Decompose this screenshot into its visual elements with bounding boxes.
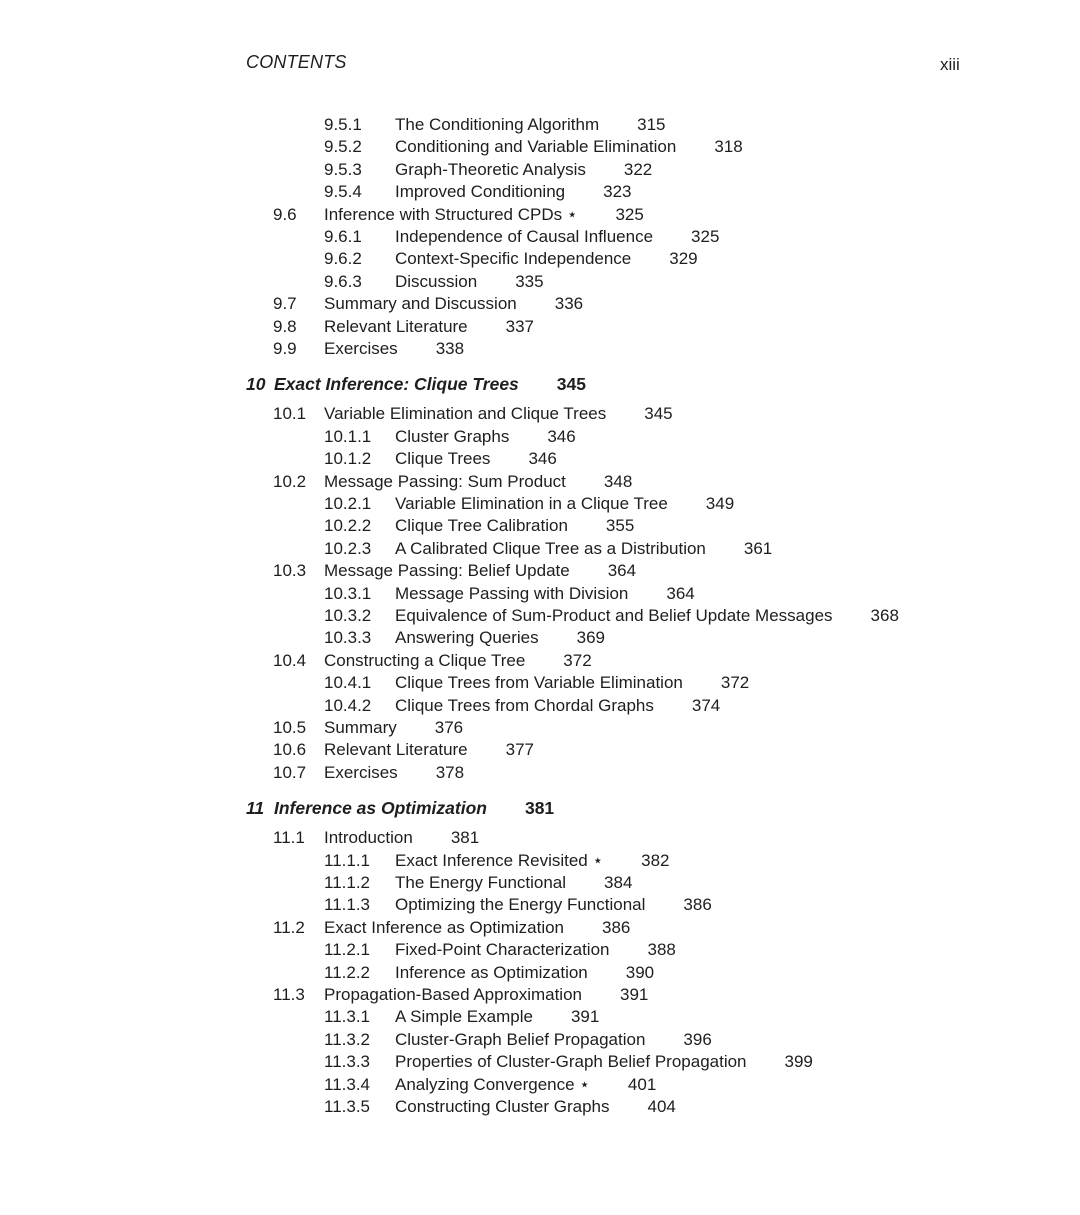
- entry-page-number: 338: [435, 339, 465, 358]
- entry-number: 11.3.2: [324, 1029, 371, 1049]
- entry-page-number: 346: [547, 426, 576, 446]
- entry-title: Relevant Literature: [324, 316, 468, 336]
- entry-title: Clique Tree Calibration: [395, 516, 568, 536]
- entry-title: A Simple Example: [395, 1007, 533, 1027]
- entry-number: 9.8: [273, 316, 297, 336]
- entry-page-number: 336: [554, 294, 584, 314]
- entry-number: 9.9: [273, 339, 297, 358]
- entry-title: Cluster-Graph Belief Propagation: [395, 1029, 646, 1049]
- entry-title: Context-Specific Independence: [395, 249, 632, 269]
- entry-number: 9.6: [273, 204, 297, 224]
- entry-page-number: 315: [637, 115, 666, 134]
- entry-title: Summary: [324, 718, 397, 737]
- entry-page-number: 388: [647, 940, 676, 960]
- entry-page-number: 401: [627, 1074, 657, 1094]
- entry-page-number: 322: [623, 159, 653, 179]
- entry-title: Properties of Cluster-Graph Belief Propagation: [395, 1052, 747, 1072]
- entry-number: 9.5.3: [324, 159, 362, 179]
- entry-number: 10.3.1: [324, 583, 372, 603]
- entry-number: 10.3.2: [324, 606, 372, 625]
- entry-title: Clique Trees from Variable Elimination: [395, 673, 683, 693]
- entry-page-number: 391: [570, 1007, 600, 1027]
- entry-number: 11.3.1: [324, 1007, 371, 1027]
- entry-title: Constructing Cluster Graphs: [395, 1097, 610, 1116]
- entry-page-number: 384: [604, 873, 633, 892]
- entry-number: 11.3.3: [324, 1052, 371, 1072]
- entry-page-number: 348: [603, 471, 633, 491]
- entry-number: 9.5.4: [324, 182, 362, 202]
- entry-title: Message Passing: Sum Product: [324, 471, 566, 491]
- page-number: xiii: [940, 55, 960, 74]
- entry-title: Fixed-Point Characterization: [395, 940, 610, 960]
- entry-page-number: 377: [505, 740, 535, 760]
- entry-page-number: 381: [524, 798, 555, 819]
- entry-page-number: 390: [625, 962, 655, 982]
- entry-page-number: 386: [683, 895, 712, 915]
- entry-page-number: 382: [641, 850, 670, 870]
- entry-page-number: 345: [556, 374, 586, 395]
- entry-number: 10.4.1: [324, 673, 372, 693]
- entry-page-number: 349: [705, 494, 735, 513]
- entry-page-number: 318: [714, 137, 743, 157]
- entry-number: 11.2.2: [324, 962, 371, 982]
- entry-title: Exact Inference as Optimization: [324, 917, 565, 937]
- entry-page-number: 396: [683, 1029, 712, 1049]
- entry-page-number: 372: [720, 673, 750, 693]
- running-header-title: CONTENTS: [246, 52, 347, 72]
- entry-title: Inference as Optimization: [274, 798, 487, 819]
- entry-title: Inference as Optimization: [395, 962, 588, 982]
- entry-number: 9.5.1: [324, 115, 362, 134]
- entry-page-number: 337: [505, 316, 535, 336]
- entry-page-number: 391: [620, 985, 649, 1004]
- entry-number: 10.3.3: [324, 628, 372, 648]
- entry-page-number: 361: [743, 538, 773, 558]
- entry-title: Conditioning and Variable Elimination: [395, 137, 677, 157]
- entry-title: Cluster Graphs: [395, 426, 510, 446]
- entry-title: Inference with Structured CPDs ⋆: [324, 204, 578, 224]
- entry-title: Analyzing Convergence ⋆: [395, 1074, 590, 1094]
- entry-title: Exact Inference Revisited ⋆: [395, 850, 604, 870]
- entry-page-number: 374: [691, 695, 721, 715]
- entry-number: 10.7: [273, 762, 307, 782]
- entry-number: 10.4: [273, 650, 307, 670]
- entry-page-number: 323: [603, 182, 632, 202]
- entry-page-number: 329: [669, 249, 698, 269]
- entry-title: Independence of Causal Influence: [395, 227, 654, 246]
- entry-title: Variable Elimination and Clique Trees: [324, 404, 607, 424]
- entry-page-number: 335: [515, 271, 544, 291]
- entry-number: 10.5: [273, 718, 307, 737]
- entry-title: Clique Trees from Chordal Graphs: [395, 695, 654, 715]
- entry-page-number: 378: [435, 762, 465, 782]
- entry-title: Message Passing with Division: [395, 583, 629, 603]
- entry-number: 11.3.5: [324, 1097, 371, 1116]
- entry-title: Clique Trees: [395, 449, 491, 469]
- entry-number: 9.6.2: [324, 249, 362, 269]
- entry-number: 10.3: [273, 561, 307, 581]
- entry-number: 10.2.2: [324, 516, 372, 536]
- entry-number: 10.4.2: [324, 695, 372, 715]
- entry-title: The Conditioning Algorithm: [395, 115, 600, 134]
- entry-number: 9.6.3: [324, 271, 362, 291]
- entry-page-number: 345: [644, 404, 673, 424]
- entry-title: Improved Conditioning: [395, 182, 566, 202]
- entry-title: Summary and Discussion: [324, 294, 517, 314]
- entry-number: 9.6.1: [324, 227, 362, 246]
- entry-page-number: 399: [784, 1052, 813, 1072]
- entry-number: 11: [246, 798, 265, 819]
- entry-number: 11.3.4: [324, 1074, 371, 1094]
- entry-number: 11.2: [273, 917, 305, 937]
- entry-number: 10.1.2: [324, 449, 372, 469]
- entry-title: Introduction: [324, 828, 413, 848]
- entry-page-number: 346: [528, 449, 557, 469]
- entry-number: 11.2.1: [324, 940, 371, 960]
- entry-title: Optimizing the Energy Functional: [395, 895, 646, 915]
- entry-page-number: 364: [607, 561, 637, 581]
- entry-number: 10.6: [273, 740, 307, 760]
- entry-page-number: 386: [602, 917, 631, 937]
- entry-page-number: 355: [605, 516, 635, 536]
- entry-page-number: 381: [450, 828, 480, 848]
- entry-title: Exercises: [324, 339, 398, 358]
- entry-title: Relevant Literature: [324, 740, 468, 760]
- entry-title: Message Passing: Belief Update: [324, 561, 570, 581]
- entry-number: 11.1.2: [324, 873, 371, 892]
- entry-number: 11.3: [273, 985, 305, 1004]
- entry-title: Discussion: [395, 271, 478, 291]
- entry-page-number: 364: [666, 583, 695, 603]
- entry-title: Constructing a Clique Tree: [324, 650, 526, 670]
- entry-number: 11.1.3: [324, 895, 371, 915]
- entry-title: Variable Elimination in a Clique Tree: [395, 494, 668, 513]
- entry-page-number: 325: [615, 204, 644, 224]
- entry-number: 10.2.1: [324, 494, 372, 513]
- entry-page-number: 404: [647, 1097, 676, 1116]
- entry-number: 9.7: [273, 294, 297, 314]
- entry-number: 10.1.1: [324, 426, 372, 446]
- entry-title: Propagation-Based Approximation: [324, 985, 582, 1004]
- entry-title: Graph-Theoretic Analysis: [395, 159, 586, 179]
- entry-number: 11.1.1: [324, 850, 371, 870]
- entry-number: 10.2.3: [324, 538, 372, 558]
- entry-title: Exact Inference: Clique Trees: [274, 374, 519, 395]
- entry-page-number: 376: [434, 718, 464, 737]
- entry-title: Answering Queries: [395, 628, 539, 648]
- entry-page-number: 372: [563, 650, 592, 670]
- entry-title: A Calibrated Clique Tree as a Distribution: [395, 538, 706, 558]
- entry-number: 10: [246, 374, 266, 395]
- entry-page-number: 369: [576, 628, 605, 648]
- entry-page-number: 368: [870, 606, 899, 625]
- entry-number: 9.5.2: [324, 137, 362, 157]
- entry-number: 11.1: [273, 828, 305, 848]
- entry-title: Equivalence of Sum-Product and Belief Update Messages: [395, 606, 833, 625]
- entry-title: The Energy Functional: [395, 873, 567, 892]
- entry-page-number: 325: [691, 227, 720, 246]
- entry-title: Exercises: [324, 762, 398, 782]
- entry-number: 10.1: [273, 404, 307, 424]
- entry-number: 10.2: [273, 471, 307, 491]
